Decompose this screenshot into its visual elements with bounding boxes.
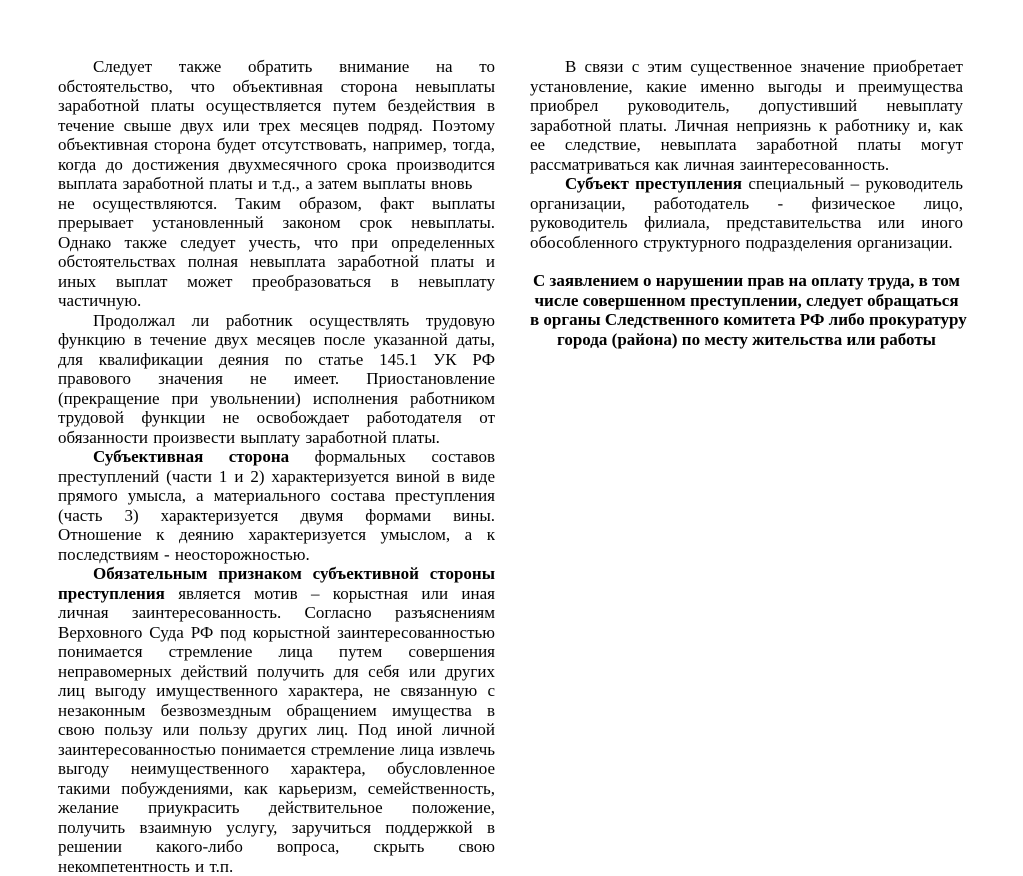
right-column (530, 57, 967, 724)
paragraph-lead: Субъективная сторона (93, 447, 290, 466)
notice-line: города (района) по месту жительства или работы (557, 329, 936, 349)
notice-line: в органы Следственного комитета РФ либо прокуратуру (530, 310, 967, 329)
paragraph-text: специальный – руководитель организации, работодатель - физическое лицо, руководитель филиала, представительства или иного обособленного структурного подразделения организации. (530, 174, 964, 252)
paragraph-lead: Субъект преступления (565, 174, 742, 193)
left-column (58, 57, 495, 876)
paragraph-text: В связи с этим существенное значение приобретает установление, какие именно выгоды и преимущества приобрел руководитель, допустивший невыплату заработной платы. Личная неприязнь к работнику и, как ее следствие, невыплата заработной платы могут рассматриваться как личная заинтересованность. (530, 57, 963, 174)
paragraph (58, 311, 495, 448)
paragraph (530, 57, 963, 174)
paragraph-text: Продолжал ли работник осуществлять трудовую функцию в течение двух месяцев после указанной даты, для квалификации деяния по статье 145.1 УК РФ правового значения не имеет. Приостановление (прекращение при увольнении) исполнения работником трудовой функции не освобождает работодателя от обязанности произвести выплату заработной платы. (58, 310, 495, 447)
paragraph-text: Следует также обратить внимание на то обстоятельство, что объективная сторона невыплаты заработной платы осуществляется путем бездействия в течение свыше двух или трех месяцев подряд. Поэтому объективная сторона будет отсутствовать, например, тогда, когда до достижения двухмесячного срока производится выплата заработной платы и т.д., а затем выплаты вновь (58, 57, 495, 193)
paragraph-text: является мотив – корыстная или иная личная заинтересованность. Согласно разъяснениям Верховного Суда РФ под корыстной заинтересованностью понимается стремление лица путем совершения неправомерных действий получить для себя или других лиц выгоду имущественного характера, не связанную с незаконным безвозмездным обращением имущества в свою пользу или пользу других лиц. Под иной личной заинтересованностью понимается стремление лица извлечь выгоду неимущественного характера, обусловленное такими побуждениями, как карьеризм, семейственность, желание приукрасить действительное положение, получить взаимную услугу, заручиться поддержкой в решении какого-либо вопроса, скрыть свою некомпетентность и т.п. (58, 583, 495, 876)
paragraph (58, 57, 495, 194)
notice-line: числе совершенном преступлении, следует обращаться (534, 290, 959, 310)
paragraph (58, 564, 495, 876)
paragraph-text: не осуществляются. Таким образом, факт выплаты прерывает установленный законом срок невыплаты. Однако также следует учесть, что при определенных обстоятельствах полная невыплата заработной платы и иных выплат может преобразоваться в невыплату частичную. (58, 193, 495, 310)
paragraph-lead: Обязательным признаком субъективной стороны преступления (58, 564, 495, 603)
paragraph (58, 447, 495, 564)
paragraph-text: формальных составов преступлений (части 1 и 2) характеризуется виной в виде прямого умысла, а материального состава преступления (часть 3) характеризуется двумя формами вины. Отношение к деянию характеризуется умыслом, а к последствиям - неосторожностью. (58, 447, 495, 564)
notice-block (530, 271, 967, 349)
paragraph (58, 194, 495, 311)
paragraph (530, 174, 963, 252)
notice-line: С заявлением о нарушении прав на оплату труда, в том (533, 271, 960, 290)
